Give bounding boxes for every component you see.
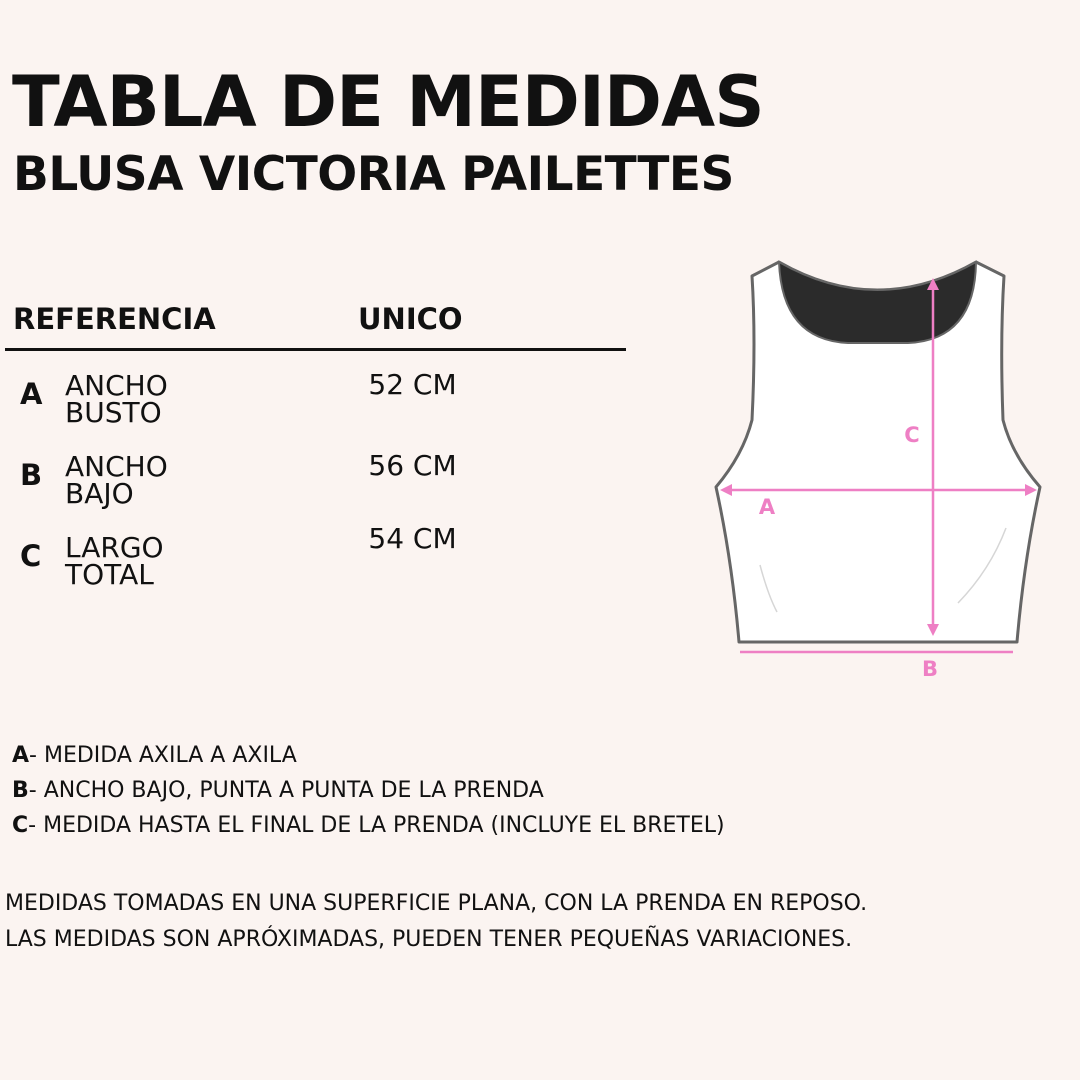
row-label-c-line2: TOTAL (65, 558, 154, 591)
row-value-a: 52 CM (368, 368, 457, 401)
measurement-notes (5, 886, 867, 958)
measure-b-label: B (921, 657, 939, 681)
column-header-referencia: REFERENCIA (13, 302, 216, 336)
row-label-a-line2: BUSTO (65, 396, 162, 429)
legend-key-c: C (12, 813, 29, 838)
legend-text-c: - MEDIDA HASTA EL FINAL DE LA PRENDA (INCLUYE EL BRETEL) (28, 813, 725, 838)
garment-neckline (779, 262, 976, 343)
product-name: BLUSA VICTORIA PAILETTES (13, 147, 734, 202)
legend-item-c (12, 808, 725, 843)
row-letter-b: B (20, 458, 43, 492)
column-header-unico: UNICO (358, 302, 463, 336)
row-value-b: 56 CM (368, 449, 457, 482)
legend-key-b: B (12, 778, 29, 803)
measure-c-label: C (904, 423, 920, 447)
row-label-c (65, 531, 265, 591)
legend-text-a: - MEDIDA AXILA A AXILA (29, 743, 297, 768)
row-label-b (65, 450, 265, 510)
note-line-1: MEDIDAS TOMADAS EN UNA SUPERFICIE PLANA, CON LA PRENDA EN REPOSO. (5, 891, 868, 916)
row-letter-c: C (20, 539, 42, 573)
legend-item-b (12, 773, 725, 808)
row-value-c: 54 CM (368, 522, 457, 555)
row-label-b-line1: ANCHO (65, 450, 168, 483)
page-title: TABLA DE MEDIDAS (12, 61, 764, 143)
legend-key-a: A (12, 743, 30, 768)
legend-item-a (12, 738, 725, 773)
row-label-a (65, 369, 265, 429)
row-label-c-line1: LARGO (65, 531, 164, 564)
row-label-a-line1: ANCHO (65, 369, 168, 402)
legend-text-b: - ANCHO BAJO, PUNTA A PUNTA DE LA PRENDA (28, 778, 544, 803)
measure-a-label: A (758, 495, 776, 519)
note-line-2: LAS MEDIDAS SON APRÓXIMADAS, PUEDEN TENER PEQUEÑAS VARIACIONES. (5, 927, 853, 952)
table-header-divider (5, 348, 626, 351)
measurement-legend (12, 738, 725, 843)
row-letter-a: A (20, 377, 43, 411)
garment-diagram (700, 250, 1060, 690)
row-label-b-line2: BAJO (65, 477, 134, 510)
